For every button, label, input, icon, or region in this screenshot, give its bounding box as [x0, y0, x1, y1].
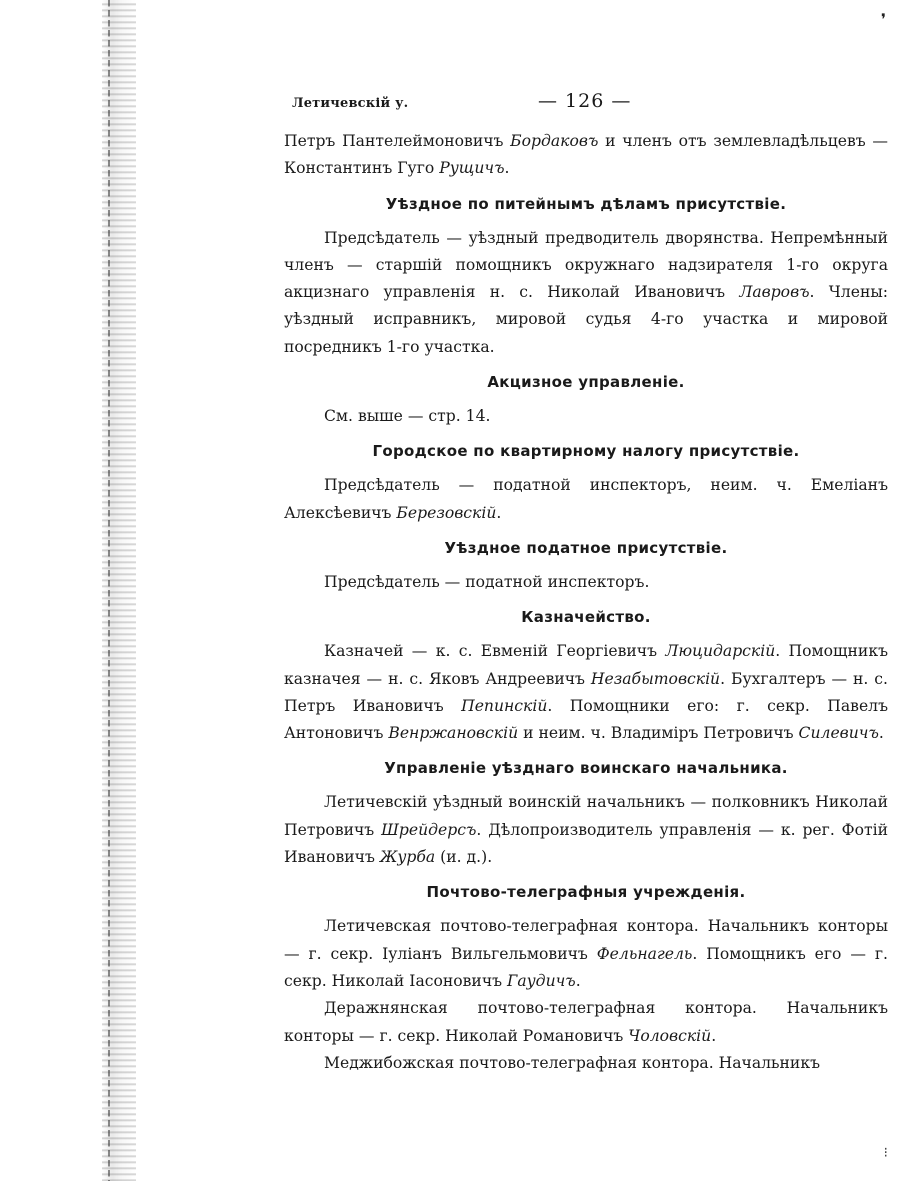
person-surname: Журба: [379, 848, 436, 867]
corner-smudge-bottom: ⁝: [883, 1145, 888, 1161]
page-body: [284, 128, 888, 1077]
page-number: — 126 —: [538, 90, 632, 112]
person-surname: Венржановскій: [388, 724, 519, 743]
paragraph-text: Деражнянская почтово-телеграфная контора. Начальникъ конторы — г. секр. Николай Романовичъ: [284, 999, 888, 1045]
paragraph-text: Меджибожская почтово-телеграфная контора. Начальникъ: [324, 1053, 820, 1072]
section-heading: Уѣздное по питейнымъ дѣламъ присутствіе.: [385, 194, 787, 213]
paragraph: [284, 1050, 888, 1077]
section-heading: Казначейство.: [521, 608, 651, 627]
paragraph-text: . Бухгалтеръ — н. с. Петръ Ивановичъ: [284, 669, 888, 715]
paragraph-text: См. выше — стр. 14.: [324, 407, 491, 426]
paragraph-text: .: [711, 1026, 717, 1045]
corner-smudge-top: ❜: [880, 10, 886, 29]
person-surname: Гаудичъ: [507, 971, 576, 990]
paragraph-text: .: [575, 971, 581, 990]
person-surname: Бордаковъ: [510, 132, 599, 150]
paragraph-text: . Помощникъ его — г. секр. Николай Іасоновичъ: [284, 944, 888, 990]
section-heading: Управленіе уѣзднаго воинскаго начальника.: [384, 759, 788, 778]
person-surname: Березовскій: [396, 503, 497, 522]
paragraph-text: Предсѣдатель — уѣздный предводитель дворянства. Непремѣнный членъ — старшій помощникъ окружнаго надзирателя 1-го округа акцизнаго управленія н. с. Николай Ивановичъ: [284, 228, 888, 302]
person-surname: Шрейдерсъ: [381, 820, 477, 839]
paragraph: [284, 638, 888, 747]
paragraph: [284, 913, 888, 995]
paragraph-text: Петръ Пантелеймоновичъ: [284, 132, 511, 150]
person-surname: Пепинскій: [461, 696, 548, 715]
paragraph-text: .: [878, 724, 884, 743]
paragraph: [284, 789, 888, 871]
paragraph: [284, 225, 888, 361]
page-binding-edge: [108, 0, 110, 1181]
paragraph-text: . Помощники его: г. секр. Павелъ Антоновичъ: [284, 696, 888, 743]
person-surname: Фельнагель: [596, 944, 693, 963]
paragraph-text: (и. д.).: [435, 848, 493, 867]
paragraph-text: и членъ отъ землевладѣльцевъ — Константинъ Гуго: [284, 132, 888, 178]
person-surname: Люцидарскій: [665, 642, 776, 661]
paragraph-text: Предсѣдатель — податной инспекторъ.: [324, 572, 650, 591]
paragraph: [284, 128, 888, 183]
paragraph: [284, 403, 888, 430]
section-heading: Уѣздное податное присутствіе.: [444, 538, 728, 557]
person-surname: Незабытовскій: [590, 669, 721, 688]
person-surname: Чоловскій: [628, 1026, 712, 1045]
paragraph: [284, 569, 888, 596]
paragraph-text: Летичевская почтово-телеграфная контора. Начальникъ конторы — г. секр. Іуліанъ Вильгельмовичъ: [284, 917, 888, 963]
person-surname: Силевичъ: [798, 724, 879, 743]
paragraph-text: и неим. ч. Владиміръ Петровичъ: [518, 724, 799, 743]
paragraph-text: Летичевскій уѣздный воинскій начальникъ — полковникъ Николай Петровичъ: [284, 793, 888, 839]
paragraph-text: Предсѣдатель — податной инспекторъ, неим. ч. Емеліанъ Алексѣевичъ: [284, 476, 888, 522]
person-surname: Рущичъ: [439, 159, 505, 178]
paragraph: [284, 995, 888, 1050]
paragraph-text: .: [504, 159, 510, 178]
paragraph-text: .: [496, 503, 502, 522]
paragraph-text: Казначей — к. с. Евменій Георгіевичъ: [324, 642, 666, 661]
section-heading: Городское по квартирному налогу присутствіе.: [372, 442, 800, 461]
section-heading: Почтово-телеграфныя учрежденія.: [426, 883, 746, 902]
paragraph-text: . Дѣлопроизводитель управленія — к. рег. Фотій Ивановичъ: [284, 820, 888, 867]
paragraph: [284, 472, 888, 527]
paragraph-text: . Члены: уѣздный исправникъ, мировой судья 4-го участка и мировой посредникъ 1-го участка.: [284, 283, 888, 356]
person-surname: Лавровъ: [739, 283, 810, 302]
paragraph-text: . Помощникъ казначея — н. с. Яковъ Андреевичъ: [284, 642, 888, 688]
page-header: [292, 90, 850, 118]
running-head: Летичевскій у.: [292, 96, 409, 111]
section-heading: Акцизное управленіе.: [487, 373, 685, 392]
